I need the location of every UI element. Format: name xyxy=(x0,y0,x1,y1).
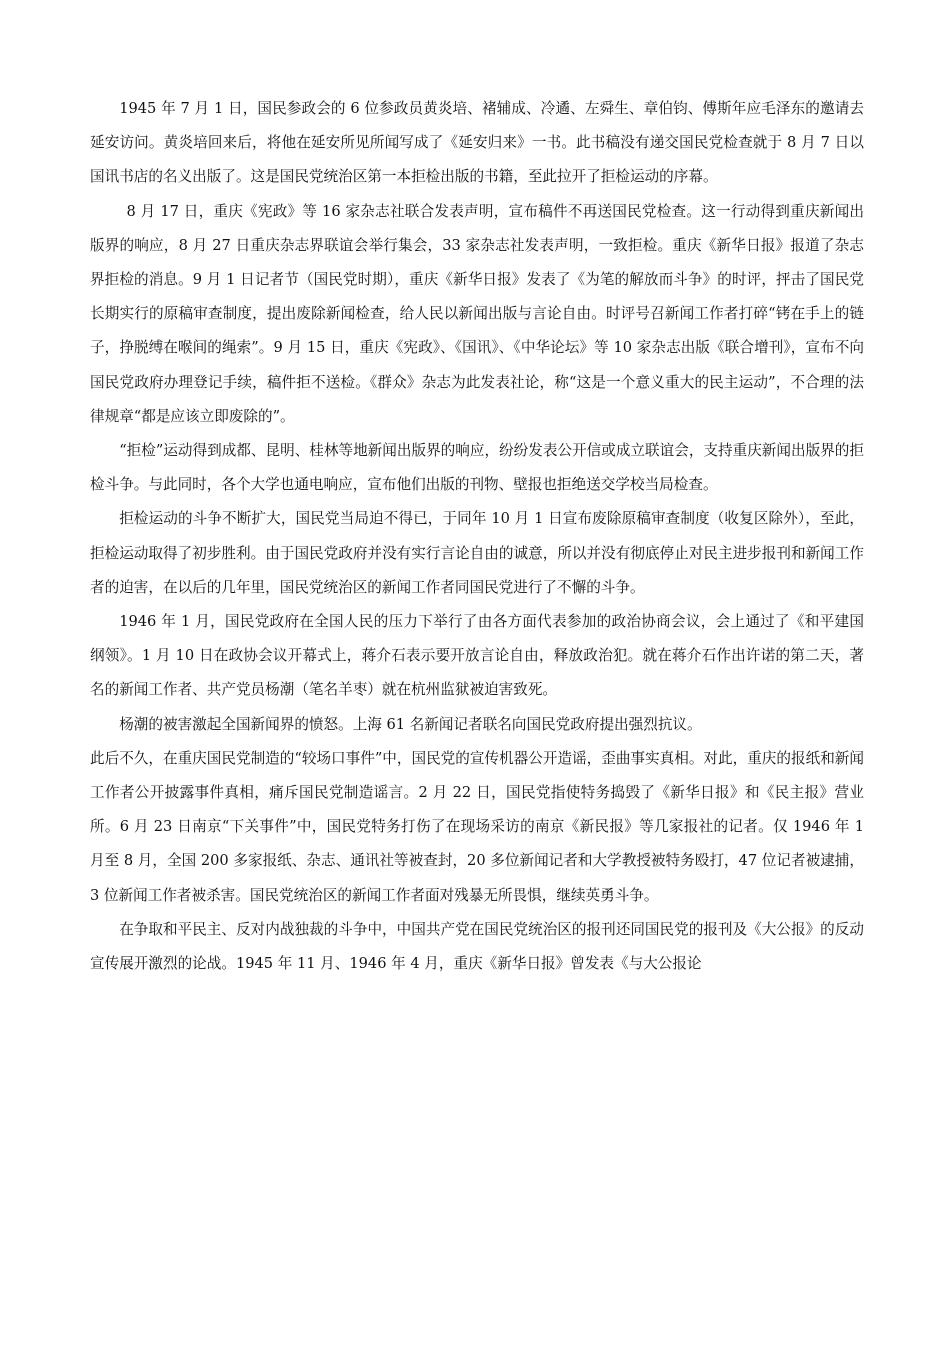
paragraph-magazine-refusal: 8 月 17 日，重庆《宪政》等 16 家杂志社联合发表声明，宣布稿件不再送国民党检查。这一行动得到重庆新闻出版界的响应，8 月 27 日重庆杂志界联谊会举行集会，33 家杂志社发表声明，一致拒检。重庆《新华日报》报道了杂志界拒检的消息。9 月 1 日记者节（国民党时期），重庆《新华日报》发表了《为笔的解放而斗争》的时评，抨击了国民党长期实行的原稿审查制度，提出废除新闻检查，给人民以新闻出版与言论自由。时评号召新闻工作者打碎“铐在手上的链子，挣脱缚在喉间的绳索”。9 月 15 日，重庆《宪政》、《国讯》、《中华论坛》等 10 家杂志出版《联合增刊》，宣布不向国民党政府办理登记手续，稿件拒不送检。《群众》杂志为此发表社论，称“这是一个意义重大的民主运动”，不合理的法律规章“都是应该立即废除的”。 xyxy=(90,202,864,425)
paragraph-yang-chao-protest: 杨潮的被害激起全国新闻界的愤怒。上海 61 名新闻记者联名向国民党政府提出强烈抗议。 xyxy=(119,715,702,733)
paragraph-yanan-return: 1945 年 7 月 1 日，国民参政会的 6 位参政员黄炎培、褚辅成、冷遹、左舜生、章伯钧、傅斯年应毛泽东的邀请去延安访问。黄炎培回来后，将他在延安所见所闻写成了《延安归来》一书。此书稿没有递交国民党检查就于 8 月 7 日以国讯书店的名义出版了。这是国民党统治区第一本拒检出版的书籍，至此拉开了拒检运动的序幕。 xyxy=(90,100,864,186)
paragraph-polemic: 在争取和平民主、反对内战独裁的斗争中，中国共产党在国民党统治区的报刊还同国民党的报刊及《大公报》的反动宣传展开激烈的论战。1945 年 11 月、1946 年 4 月，重庆《新华日报》曾发表《与大公报论 xyxy=(90,920,864,973)
paragraph-political-consultation: 1946 年 1 月，国民党政府在全国人民的压力下举行了由各方面代表参加的政治协商会议，会上通过了《和平建国纲领》。1 月 10 日在政协会议开幕式上，蒋介石表示要开放言论自由，释放政治犯。就在蒋介石作出许诺的第二天，著名的新闻工作者、共产党员杨潮（笔名羊枣）就在杭州监狱被迫害致死。 xyxy=(90,613,864,699)
paragraph-nationwide-response: “拒检”运动得到成都、昆明、桂林等地新闻出版界的响应，纷纷发表公开信或成立联谊会，支持重庆新闻出版界的拒检斗争。与此同时，各个大学也通电响应，宣布他们出版的刊物、壁报也拒绝送交学校当局检查。 xyxy=(90,442,864,494)
paragraph-initial-victory: 拒检运动的斗争不断扩大，国民党当局迫不得已，于同年 10 月 1 日宣布废除原稿审查制度（收复区除外），至此，拒检运动取得了初步胜利。由于国民党政府并没有实行言论自由的诚意，所以并没有彻底停止对民主进步报刊和新闻工作者的迫害，在以后的几年里，国民党统治区的新闻工作者同国民党进行了不懈的斗争。 xyxy=(90,510,864,596)
paragraph-persecution: 此后不久，在重庆国民党制造的“较场口事件”中，国民党的宣传机器公开造谣，歪曲事实真相。对此，重庆的报纸和新闻工作者公开披露事件真相，痛斥国民党制造谣言。2 月 22 日，国民党指使特务捣毁了《新华日报》和《民主报》营业所。6 月 23 日南京“下关事件”中，国民党特务打伤了在现场采访的南京《新民报》等几家报社的记者。仅 1946 年 1 月至 8 月，全国 200 多家报纸、杂志、通讯社等被查封，20 多位新闻记者和大学教授被特务殴打，47 位记者被逮捕，3 位新闻工作者被杀害。国民党统治区的新闻工作者面对残暴无所畏惧，继续英勇斗争。 xyxy=(90,749,864,904)
